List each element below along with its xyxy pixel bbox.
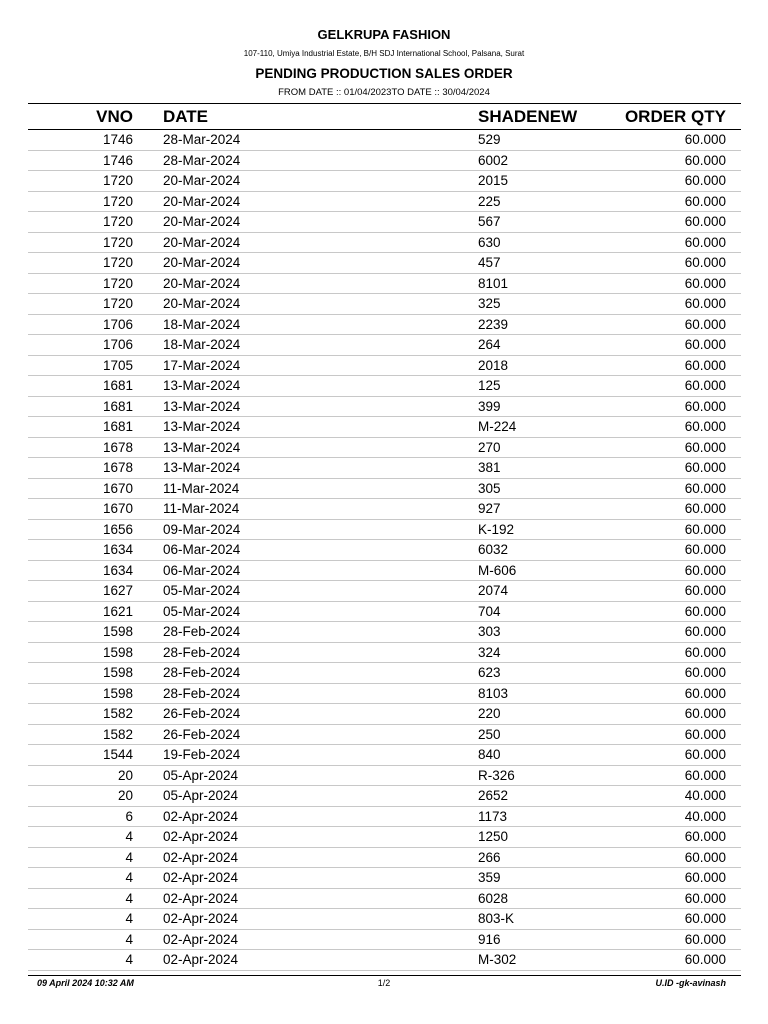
cell-shade: 6032 xyxy=(478,542,509,557)
cell-vno: 4 xyxy=(125,870,133,885)
table-row xyxy=(28,335,741,356)
cell-date: 20-Mar-2024 xyxy=(163,296,241,311)
print-timestamp: 09 April 2024 10:32 AM xyxy=(37,978,134,988)
cell-vno: 1706 xyxy=(102,337,133,352)
table-row xyxy=(28,315,741,336)
cell-shade: 8103 xyxy=(478,685,509,701)
cell-order-qty: 60.000 xyxy=(684,890,726,906)
cell-vno: 1598 xyxy=(102,624,133,639)
cell-order-qty: 60.000 xyxy=(684,870,726,885)
cell-vno: 1634 xyxy=(102,542,133,557)
cell-order-qty: 60.000 xyxy=(684,357,726,373)
cell-order-qty: 60.000 xyxy=(684,562,726,578)
cell-shade: 303 xyxy=(478,624,501,639)
cell-shade: 1173 xyxy=(478,808,508,824)
cell-vno: 4 xyxy=(125,931,133,947)
cell-date: 02-Apr-2024 xyxy=(163,952,239,967)
cell-date: 05-Apr-2024 xyxy=(163,767,239,783)
cell-date: 05-Mar-2024 xyxy=(163,583,241,598)
cell-order-qty: 60.000 xyxy=(684,501,726,516)
cell-date: 18-Mar-2024 xyxy=(163,316,241,332)
cell-vno: 1582 xyxy=(102,706,133,721)
cell-shade: 1250 xyxy=(478,829,509,844)
cell-order-qty: 60.000 xyxy=(684,747,726,762)
cell-order-qty: 60.000 xyxy=(684,337,726,352)
cell-date: 20-Mar-2024 xyxy=(163,234,241,250)
cell-shade: 381 xyxy=(478,460,501,475)
footer-rule xyxy=(28,975,741,976)
cell-shade: 8101 xyxy=(478,275,509,291)
cell-vno: 1598 xyxy=(102,685,133,701)
cell-order-qty: 60.000 xyxy=(684,439,726,455)
cell-date: 05-Mar-2024 xyxy=(163,603,241,619)
table-row xyxy=(28,192,741,213)
cell-date: 20-Mar-2024 xyxy=(163,275,241,291)
company-name: GELKRUPA FASHION xyxy=(317,27,451,42)
cell-order-qty: 60.000 xyxy=(684,275,726,291)
cell-shade: 2018 xyxy=(478,357,509,373)
cell-date: 17-Mar-2024 xyxy=(163,357,241,373)
cell-vno: 20 xyxy=(117,788,133,803)
cell-vno: 6 xyxy=(125,808,133,824)
table-row xyxy=(28,274,741,295)
cell-shade: 927 xyxy=(478,501,501,516)
cell-order-qty: 40.000 xyxy=(684,788,726,803)
cell-date: 28-Feb-2024 xyxy=(163,624,241,639)
table-row xyxy=(28,151,741,172)
table-row xyxy=(28,663,741,684)
cell-shade: 704 xyxy=(478,603,501,619)
cell-vno: 1705 xyxy=(102,357,133,373)
cell-shade: 2239 xyxy=(478,316,509,332)
header-vno: VNO xyxy=(96,107,133,126)
cell-date: 02-Apr-2024 xyxy=(163,829,239,844)
cell-vno: 1544 xyxy=(102,747,133,762)
cell-date: 13-Mar-2024 xyxy=(163,398,241,414)
cell-order-qty: 60.000 xyxy=(684,952,726,967)
cell-vno: 1678 xyxy=(102,460,133,475)
cell-shade: M-224 xyxy=(478,419,517,434)
cell-vno: 20 xyxy=(117,767,133,783)
cell-shade: 840 xyxy=(478,747,501,762)
cell-shade: 457 xyxy=(478,255,501,270)
cell-order-qty: 60.000 xyxy=(684,849,726,865)
table-row xyxy=(28,848,741,869)
table-row xyxy=(28,807,741,828)
cell-shade: 250 xyxy=(478,726,501,742)
header-shade: SHADENEW xyxy=(478,107,578,126)
table-row xyxy=(28,889,741,910)
cell-vno: 1598 xyxy=(102,665,133,680)
cell-shade: 567 xyxy=(478,214,501,229)
cell-shade: 630 xyxy=(478,234,501,250)
cell-shade: 803-K xyxy=(478,911,515,926)
cell-order-qty: 60.000 xyxy=(684,583,726,598)
cell-vno: 1720 xyxy=(102,255,133,270)
cell-order-qty: 60.000 xyxy=(684,460,726,475)
cell-date: 20-Mar-2024 xyxy=(163,214,241,229)
cell-order-qty: 60.000 xyxy=(684,767,726,783)
cell-order-qty: 60.000 xyxy=(684,173,726,188)
cell-shade: 325 xyxy=(478,296,501,311)
cell-date: 02-Apr-2024 xyxy=(163,911,239,926)
table-row xyxy=(28,397,741,418)
user-id: U.ID -gk-avinash xyxy=(655,978,726,988)
cell-order-qty: 60.000 xyxy=(684,665,726,680)
cell-vno: 1656 xyxy=(102,521,133,537)
cell-date: 02-Apr-2024 xyxy=(163,849,239,865)
cell-order-qty: 60.000 xyxy=(684,255,726,270)
cell-date: 28-Mar-2024 xyxy=(163,152,241,168)
table-row xyxy=(28,766,741,787)
cell-date: 20-Mar-2024 xyxy=(163,193,241,209)
cell-shade: 305 xyxy=(478,480,501,496)
table-row xyxy=(28,520,741,541)
cell-order-qty: 60.000 xyxy=(684,911,726,926)
cell-date: 28-Feb-2024 xyxy=(163,665,241,680)
cell-date: 20-Mar-2024 xyxy=(163,255,241,270)
table-row xyxy=(28,622,741,643)
table-row xyxy=(28,233,741,254)
cell-vno: 1720 xyxy=(102,214,133,229)
table-row xyxy=(28,643,741,664)
cell-date: 13-Mar-2024 xyxy=(163,419,241,434)
cell-vno: 1582 xyxy=(102,726,133,742)
cell-date: 02-Apr-2024 xyxy=(163,808,239,824)
cell-date: 26-Feb-2024 xyxy=(163,726,241,742)
cell-date: 02-Apr-2024 xyxy=(163,870,239,885)
cell-shade: 125 xyxy=(478,378,501,393)
table-row xyxy=(28,561,741,582)
cell-vno: 1720 xyxy=(102,296,133,311)
cell-shade: M-606 xyxy=(478,562,517,578)
cell-order-qty: 60.000 xyxy=(684,193,726,209)
table-row xyxy=(28,684,741,705)
table-row xyxy=(28,602,741,623)
table-row xyxy=(28,171,741,192)
cell-vno: 4 xyxy=(125,829,133,844)
cell-order-qty: 60.000 xyxy=(684,624,726,639)
table-row xyxy=(28,786,741,807)
cell-order-qty: 60.000 xyxy=(684,316,726,332)
cell-vno: 1634 xyxy=(102,562,133,578)
table-row xyxy=(28,581,741,602)
table-row xyxy=(28,458,741,479)
cell-order-qty: 60.000 xyxy=(684,378,726,393)
cell-date: 13-Mar-2024 xyxy=(163,378,241,393)
cell-date: 28-Feb-2024 xyxy=(163,685,241,701)
cell-shade: 2074 xyxy=(478,583,509,598)
cell-order-qty: 60.000 xyxy=(684,419,726,434)
cell-vno: 4 xyxy=(125,890,133,906)
table-row xyxy=(28,479,741,500)
cell-shade: 270 xyxy=(478,439,501,455)
table-row xyxy=(28,909,741,930)
page-number: 1/2 xyxy=(377,978,391,988)
table-row xyxy=(28,130,741,151)
table-row xyxy=(28,499,741,520)
table-row xyxy=(28,930,741,951)
cell-order-qty: 60.000 xyxy=(684,685,726,701)
cell-shade: 324 xyxy=(478,644,501,660)
date-range: FROM DATE :: 01/04/2023TO DATE :: 30/04/2024 xyxy=(278,87,490,98)
company-address: 107-110, Umiya Industrial Estate, B/H SDJ International School, Palsana, Surat xyxy=(243,49,525,58)
cell-order-qty: 60.000 xyxy=(684,398,726,414)
cell-shade: 264 xyxy=(478,337,501,352)
cell-date: 02-Apr-2024 xyxy=(163,931,239,947)
cell-shade: 529 xyxy=(478,132,501,147)
cell-vno: 1627 xyxy=(102,583,133,598)
cell-shade: K-192 xyxy=(478,521,515,537)
cell-vno: 1746 xyxy=(102,152,133,168)
cell-vno: 1720 xyxy=(102,193,133,209)
table-row xyxy=(28,417,741,438)
cell-date: 06-Mar-2024 xyxy=(163,562,241,578)
cell-vno: 1681 xyxy=(102,378,133,393)
cell-order-qty: 60.000 xyxy=(684,726,726,742)
table-row xyxy=(28,253,741,274)
cell-vno: 1598 xyxy=(102,644,133,660)
cell-date: 26-Feb-2024 xyxy=(163,706,241,721)
cell-date: 18-Mar-2024 xyxy=(163,337,241,352)
table-row xyxy=(28,376,741,397)
cell-shade: R-326 xyxy=(478,767,515,783)
table-row xyxy=(28,212,741,233)
cell-vno: 1746 xyxy=(102,132,133,147)
cell-shade: 359 xyxy=(478,870,501,885)
cell-vno: 1670 xyxy=(102,501,133,516)
cell-shade: 623 xyxy=(478,665,501,680)
cell-vno: 1670 xyxy=(102,480,133,496)
table-row xyxy=(28,950,741,971)
cell-date: 05-Apr-2024 xyxy=(163,788,239,803)
table-row xyxy=(28,356,741,377)
cell-date: 11-Mar-2024 xyxy=(163,501,240,516)
cell-vno: 4 xyxy=(125,849,133,865)
table-row xyxy=(28,294,741,315)
cell-date: 09-Mar-2024 xyxy=(163,521,241,537)
table-row xyxy=(28,827,741,848)
cell-vno: 1621 xyxy=(102,603,133,619)
cell-shade: 2652 xyxy=(478,788,509,803)
report-title: PENDING PRODUCTION SALES ORDER xyxy=(255,66,513,81)
table-row xyxy=(28,745,741,766)
header-order-qty: ORDER QTY xyxy=(624,107,726,126)
cell-vno: 4 xyxy=(125,911,133,926)
cell-order-qty: 60.000 xyxy=(684,931,726,947)
cell-order-qty: 60.000 xyxy=(684,542,726,557)
cell-order-qty: 60.000 xyxy=(684,603,726,619)
cell-order-qty: 60.000 xyxy=(684,152,726,168)
cell-shade: 225 xyxy=(478,193,501,209)
cell-vno: 1720 xyxy=(102,275,133,291)
cell-shade: 6028 xyxy=(478,890,509,906)
cell-order-qty: 60.000 xyxy=(684,234,726,250)
cell-shade: 6002 xyxy=(478,152,509,168)
cell-date: 28-Mar-2024 xyxy=(163,132,241,147)
cell-date: 11-Mar-2024 xyxy=(163,480,240,496)
table-body xyxy=(28,130,741,971)
cell-date: 13-Mar-2024 xyxy=(163,460,241,475)
cell-vno: 1681 xyxy=(102,398,133,414)
table-header xyxy=(28,104,741,130)
cell-vno: 1681 xyxy=(102,419,133,434)
cell-date: 13-Mar-2024 xyxy=(163,439,241,455)
cell-vno: 1720 xyxy=(102,234,133,250)
cell-order-qty: 60.000 xyxy=(684,521,726,537)
table-row xyxy=(28,725,741,746)
cell-shade: 916 xyxy=(478,931,501,947)
cell-order-qty: 60.000 xyxy=(684,480,726,496)
cell-date: 28-Feb-2024 xyxy=(163,644,241,660)
table-row xyxy=(28,868,741,889)
cell-vno: 4 xyxy=(125,952,133,967)
cell-shade: 220 xyxy=(478,706,501,721)
cell-order-qty: 60.000 xyxy=(684,706,726,721)
cell-order-qty: 40.000 xyxy=(684,808,726,824)
cell-order-qty: 60.000 xyxy=(684,132,726,147)
cell-shade: 266 xyxy=(478,849,501,865)
cell-date: 06-Mar-2024 xyxy=(163,542,241,557)
cell-order-qty: 60.000 xyxy=(684,214,726,229)
cell-vno: 1678 xyxy=(102,439,133,455)
table-row xyxy=(28,540,741,561)
cell-shade: 2015 xyxy=(478,173,509,188)
table-row xyxy=(28,704,741,725)
cell-vno: 1706 xyxy=(102,316,133,332)
cell-order-qty: 60.000 xyxy=(684,644,726,660)
cell-shade: 399 xyxy=(478,398,501,414)
cell-order-qty: 60.000 xyxy=(684,829,726,844)
header-date: DATE xyxy=(163,107,209,126)
cell-date: 20-Mar-2024 xyxy=(163,173,241,188)
cell-vno: 1720 xyxy=(102,173,133,188)
table-row xyxy=(28,438,741,459)
cell-date: 19-Feb-2024 xyxy=(163,747,241,762)
cell-date: 02-Apr-2024 xyxy=(163,890,239,906)
cell-shade: M-302 xyxy=(478,952,517,967)
cell-order-qty: 60.000 xyxy=(684,296,726,311)
